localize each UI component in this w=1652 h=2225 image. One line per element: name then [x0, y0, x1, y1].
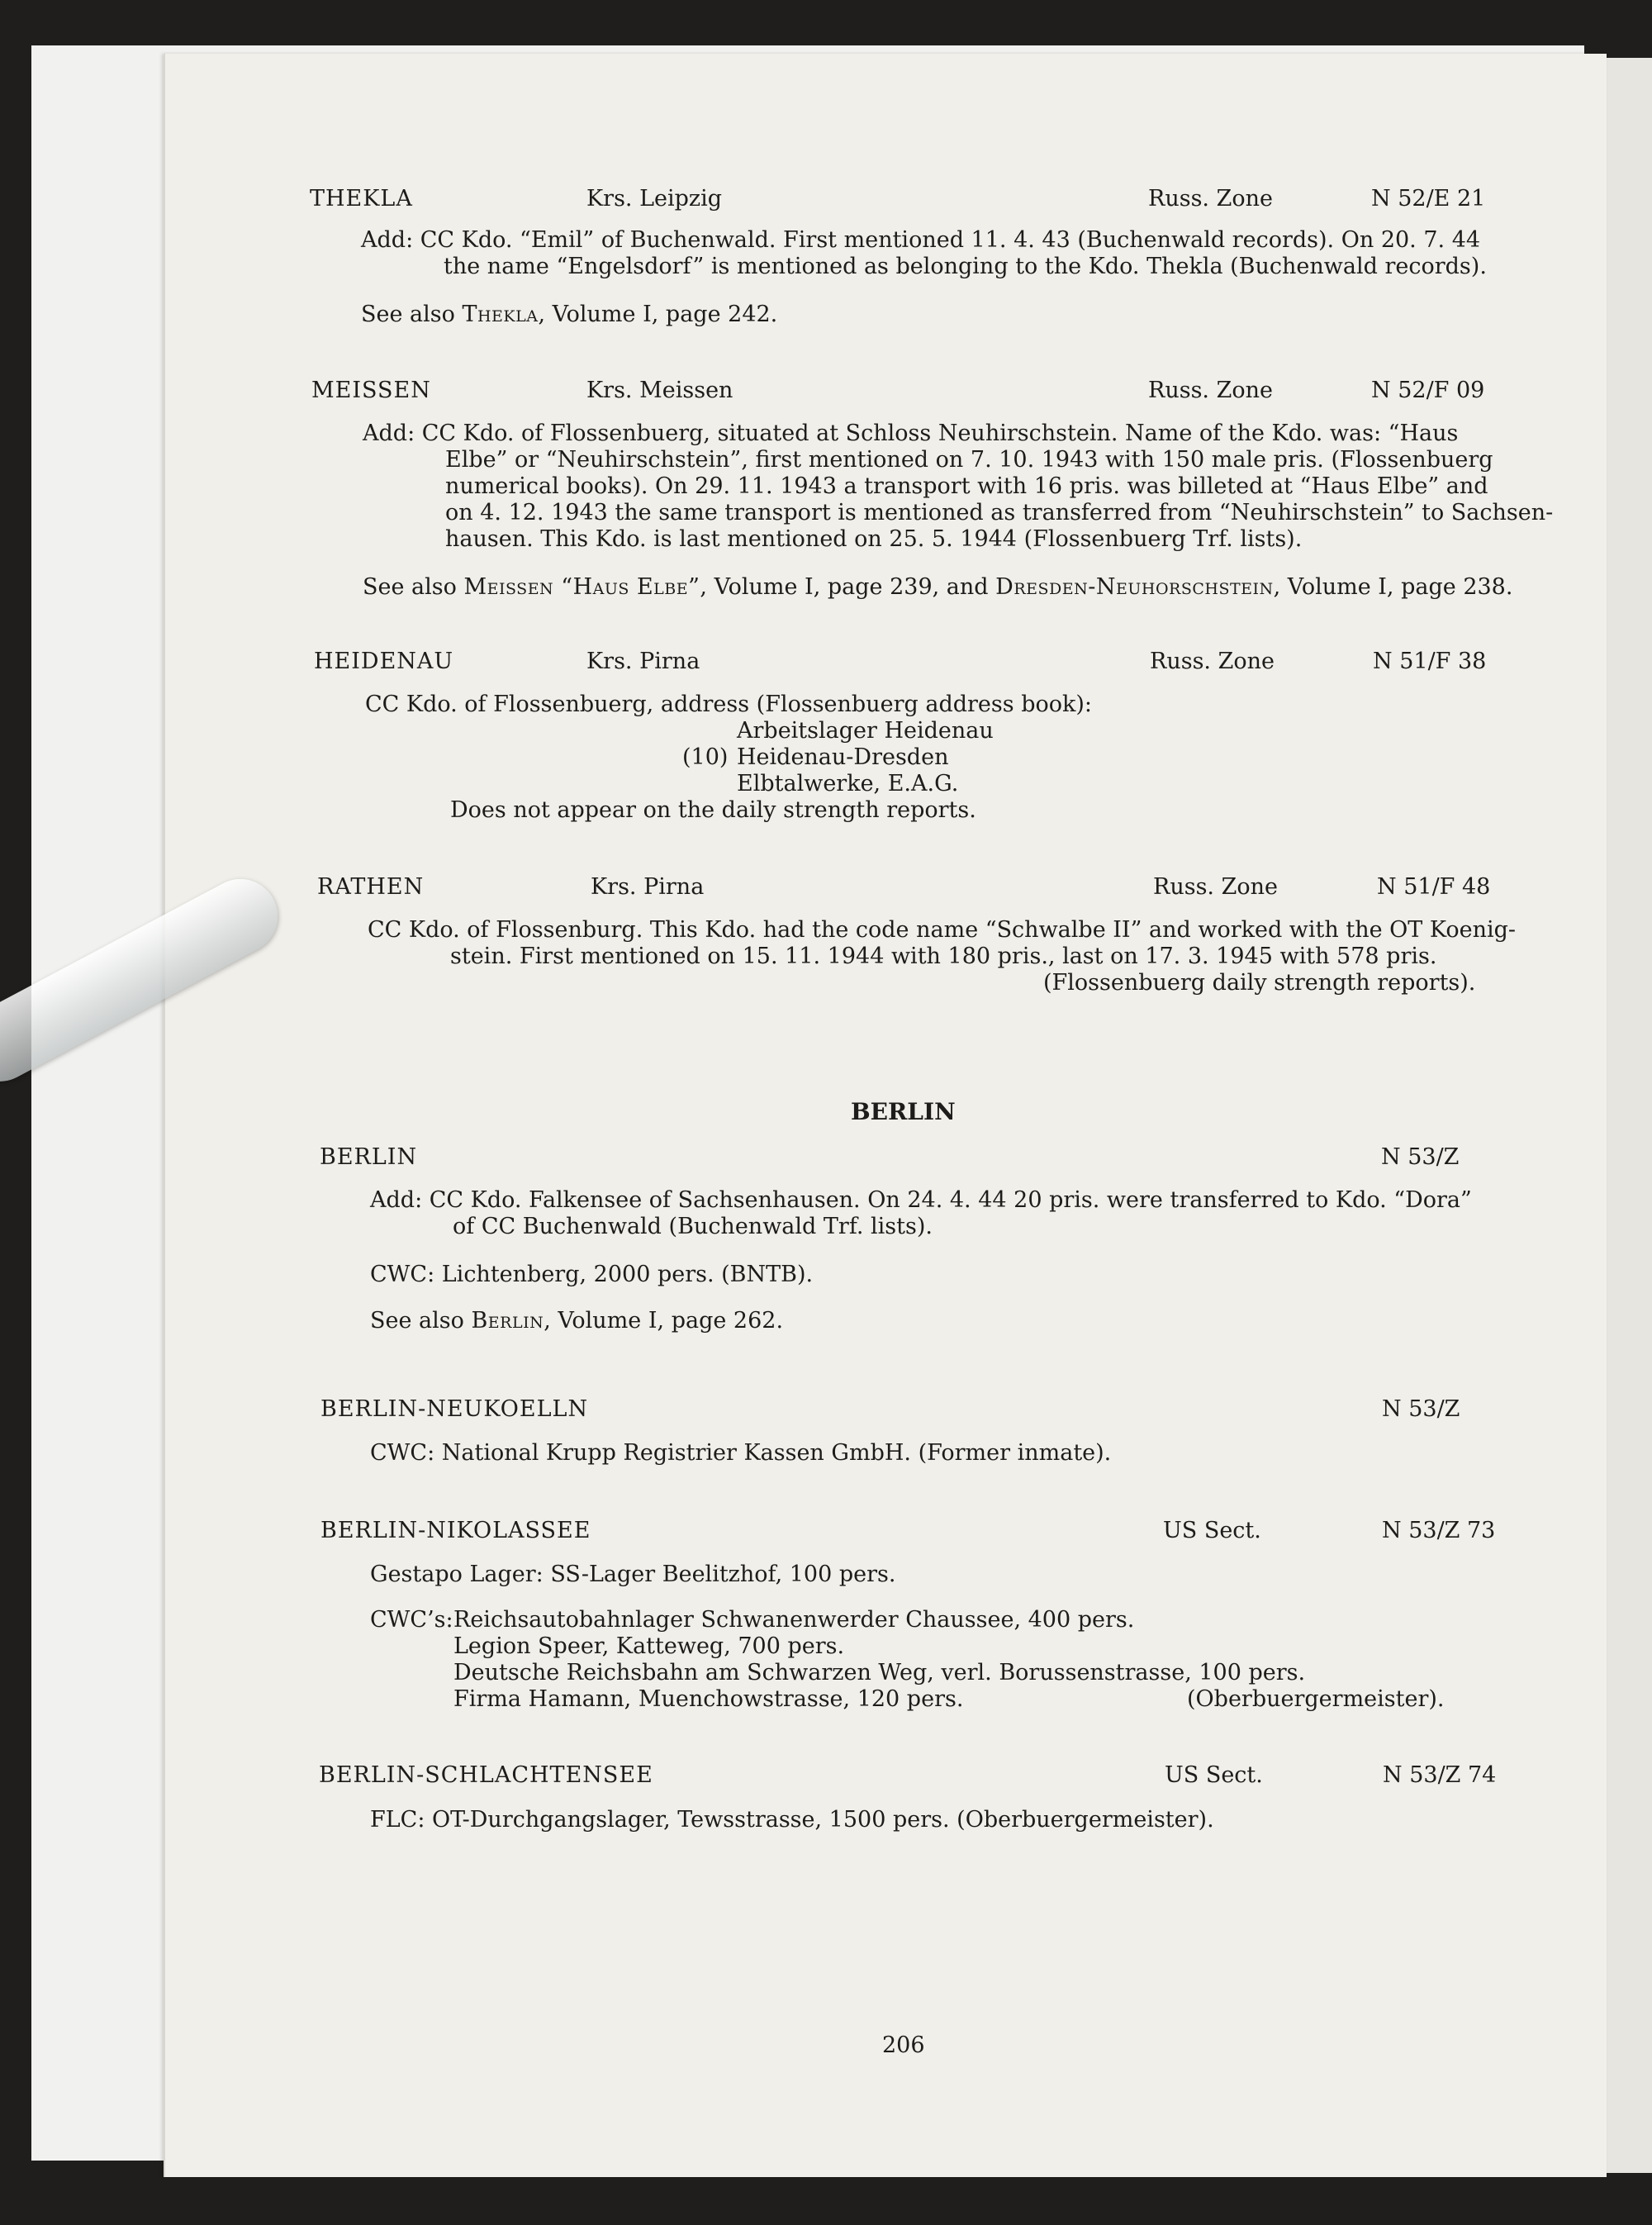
flc-line: FLC: OT-Durchgangslager, Tewsstrasse, 1500 pers. (Oberbuergermeister). — [370, 1807, 1214, 1833]
entry-heading-rathen — [317, 874, 1639, 904]
cwc-label: CWC’s: — [370, 1607, 453, 1633]
place-name: BERLIN-NEUKOELLN — [320, 1396, 589, 1422]
cwc-item: Firma Hamann, Muenchowstrasse, 120 pers. — [453, 1686, 964, 1712]
entry-text-line: Add: CC Kdo. of Flossenbuerg, situated at Schloss Neuhirschstein. Name of the Kdo. was: “Haus — [363, 421, 1459, 446]
entry-heading-neukoelln — [320, 1396, 1642, 1426]
place-name: BERLIN-SCHLACHTENSEE — [319, 1762, 653, 1788]
district: Krs. Meissen — [586, 378, 733, 403]
grid-ref: N 53/Z — [1381, 1144, 1460, 1170]
entry-heading-thekla — [310, 186, 1631, 216]
grid-ref: N 51/F 38 — [1373, 649, 1487, 674]
entry-text-line: Add: CC Kdo. Falkensee of Sachsenhausen. On 24. 4. 44 20 pris. were transferred to Kdo. “Dora” — [370, 1187, 1472, 1213]
entry-heading-berlin — [320, 1144, 1641, 1174]
address-line: Arbeitslager Heidenau — [737, 718, 994, 744]
entry-heading-meissen — [311, 378, 1633, 407]
page-content — [165, 54, 1607, 2177]
entry-note: Does not appear on the daily strength reports. — [450, 797, 976, 823]
entry-text-line: CC Kdo. of Flossenbuerg, address (Flossenbuerg address book): — [365, 692, 1092, 717]
see-also-prefix: See also — [370, 1308, 472, 1334]
see-also-mid: , Volume I, page 239, and — [700, 574, 996, 600]
zone: Russ. Zone — [1148, 186, 1273, 212]
address-line: Heidenau-Dresden — [737, 744, 949, 770]
address-code: (10) — [682, 744, 729, 770]
source-note: (Oberbuergermeister). — [1187, 1686, 1445, 1712]
see-also-ref: Thekla — [462, 302, 539, 327]
entry-text-line: numerical books). On 29. 11. 1943 a transport with 16 pris. was billeted at “Haus Elbe” and — [445, 473, 1488, 499]
entry-text-line: on 4. 12. 1943 the same transport is mentioned as transferred from “Neuhirschstein” to Sachsen- — [445, 500, 1554, 525]
entry-text-line: of CC Buchenwald (Buchenwald Trf. lists). — [453, 1214, 933, 1239]
see-also-suffix: , Volume I, page 238. — [1273, 574, 1513, 600]
grid-ref: N 53/Z — [1382, 1396, 1460, 1422]
entry-text-line: the name “Engelsdorf” is mentioned as belonging to the Kdo. Thekla (Buchenwald records). — [444, 254, 1487, 279]
page-number: 206 — [882, 2032, 925, 2058]
see-also-ref: Berlin — [471, 1308, 544, 1334]
grid-ref: N 53/Z 73 — [1382, 1518, 1496, 1543]
zone: Russ. Zone — [1150, 649, 1275, 674]
document-page — [164, 54, 1607, 2177]
see-also-suffix: , Volume I, page 242. — [538, 302, 778, 327]
section-title: BERLIN — [851, 1098, 956, 1125]
entry-text-line: stein. First mentioned on 15. 11. 1944 with 180 pris., last on 17. 3. 1945 with 578 pris. — [450, 944, 1437, 969]
grid-ref: N 53/Z 74 — [1383, 1762, 1497, 1788]
see-also — [363, 574, 1512, 601]
see-also — [361, 302, 777, 328]
zone: Russ. Zone — [1153, 874, 1278, 900]
place-name: HEIDENAU — [314, 649, 454, 674]
cwc-line: CWC: Lichtenberg, 2000 pers. (BNTB). — [370, 1262, 814, 1287]
cwc-item: Legion Speer, Katteweg, 700 pers. — [453, 1633, 845, 1659]
zone: US Sect. — [1165, 1762, 1263, 1788]
place-name: BERLIN-NIKOLASSEE — [320, 1518, 591, 1543]
place-name: THEKLA — [310, 186, 413, 212]
place-name: BERLIN — [320, 1144, 418, 1170]
zone: US Sect. — [1163, 1518, 1261, 1543]
entry-heading-nikolassee — [320, 1518, 1642, 1548]
see-also-prefix: See also — [363, 574, 464, 600]
entry-text-line: Add: CC Kdo. “Emil” of Buchenwald. First mentioned 11. 4. 43 (Buchenwald records). On 20. 7. 44 — [361, 227, 1481, 253]
entry-text-line: CC Kdo. of Flossenburg. This Kdo. had the code name “Schwalbe II” and worked with the OT Koenig- — [368, 917, 1517, 943]
entry-text-line: Elbe” or “Neuhirschstein”, first mentioned on 7. 10. 1943 with 150 male pris. (Flossenbuerg — [445, 447, 1493, 473]
entry-heading-schlachtensee — [319, 1762, 1640, 1792]
district: Krs. Leipzig — [586, 186, 723, 212]
place-name: MEISSEN — [311, 378, 431, 403]
address-line: Elbtalwerke, E.A.G. — [737, 771, 959, 796]
zone: Russ. Zone — [1148, 378, 1273, 403]
see-also-ref2: Dresden-Neuhorschstein — [995, 574, 1274, 600]
cwc-item: Reichsautobahnlager Schwanenwerder Chaussee, 400 pers. — [453, 1607, 1135, 1633]
see-also — [370, 1308, 783, 1334]
entry-text-line: hausen. This Kdo. is last mentioned on 25. 5. 1944 (Flossenbuerg Trf. lists). — [445, 526, 1303, 552]
see-also-suffix: , Volume I, page 262. — [544, 1308, 784, 1334]
entry-heading-heidenau — [314, 649, 1635, 678]
district: Krs. Pirna — [586, 649, 700, 674]
see-also-ref: Meissen “Haus Elbe” — [463, 574, 700, 600]
grid-ref: N 52/F 09 — [1371, 378, 1485, 403]
grid-ref: N 51/F 48 — [1377, 874, 1491, 900]
district: Krs. Pirna — [591, 874, 705, 900]
place-name: RATHEN — [317, 874, 425, 900]
cwc-line: CWC: National Krupp Registrier Kassen GmbH. (Former inmate). — [370, 1440, 1112, 1466]
entry-text-line: (Flossenbuerg daily strength reports). — [1043, 970, 1476, 996]
cwc-item: Deutsche Reichsbahn am Schwarzen Weg, verl. Borussenstrasse, 100 pers. — [453, 1660, 1306, 1685]
see-also-prefix: See also — [361, 302, 463, 327]
grid-ref: N 52/E 21 — [1371, 186, 1486, 212]
adjacent-page-edge — [1605, 58, 1652, 2173]
gestapo-line: Gestapo Lager: SS-Lager Beelitzhof, 100 pers. — [370, 1562, 896, 1587]
